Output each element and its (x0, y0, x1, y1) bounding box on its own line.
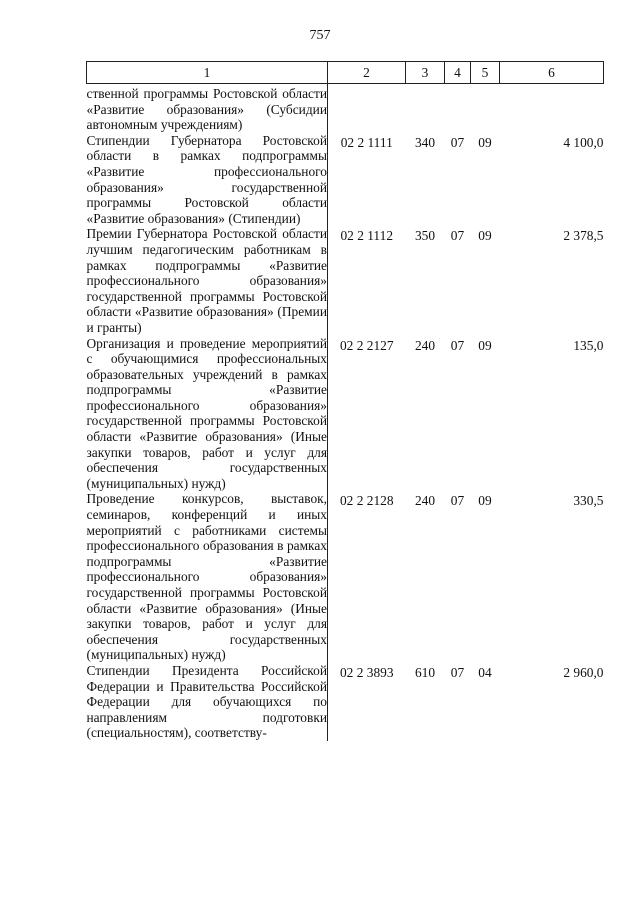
row-type (406, 84, 445, 133)
row-code: 02 2 1111 (340, 134, 393, 150)
page-number: 757 (309, 28, 331, 43)
row-code: 02 2 2127 (339, 337, 394, 353)
row-description: Премии Губернатора Ростовской области лучшим педагогическим работникам в рамках подпрограммы «Развитие профессионального образования» государственной программы Ростовской области «Развитие образования» (Премии и гранты) (86, 226, 327, 335)
row-section: 07 (450, 228, 465, 244)
row-description: Проведение конкурсов, выставок, семинаров, конференций и иных мероприятий с работниками системы профессионального образования в рамках подпрограммы «Развитие профессионального образования» государственной программы Ростовской области «Развитие образования» (Иные закупки товаров, работ и услуг для обеспечения государственных (муниципальных) нужд) (86, 491, 327, 663)
row-type: 610 (414, 664, 436, 680)
row-subsection: 09 (478, 493, 492, 509)
row-type: 350 (414, 228, 436, 244)
row-type: 240 (414, 493, 436, 509)
row-type: 340 (414, 134, 436, 150)
budget-table (86, 61, 604, 741)
row-amount (500, 84, 604, 133)
row-description: Организация и проведение мероприятий с обучающимися профессиональных образовательных учреждений в рамках подпрограммы «Развитие профессионального образования» государственной программы Ростовской области «Развитие образования» (Иные закупки товаров, работ и услуг для обеспечения государственных (муниципальных) нужд) (86, 335, 327, 491)
row-amount: 2 378,5 (563, 228, 604, 244)
table-row (87, 84, 604, 133)
header-row (87, 62, 604, 84)
row-subsection: 09 (478, 337, 492, 353)
header-col-2: 2 (328, 62, 406, 84)
row-section: 07 (450, 134, 465, 150)
table-row (87, 491, 604, 663)
table-row (87, 133, 604, 227)
table-row (87, 226, 604, 335)
row-section (445, 84, 471, 133)
row-subsection: 09 (478, 228, 492, 244)
row-code: 02 2 1112 (340, 228, 394, 244)
header-col-6: 6 (500, 62, 604, 84)
header-col-4: 4 (445, 62, 471, 84)
row-description: ственной программы Ростовской области «Развитие образования» (Субсидии автономным учреждениям) (87, 84, 328, 133)
header-col-1: 1 (87, 62, 328, 84)
row-amount: 135,0 (573, 337, 604, 353)
row-section: 07 (450, 493, 465, 509)
row-amount: 2 960,0 (563, 664, 604, 680)
row-subsection: 09 (478, 134, 492, 150)
row-amount: 330,5 (573, 493, 604, 509)
row-code (328, 84, 406, 133)
row-code: 02 2 3893 (339, 664, 394, 680)
row-code: 02 2 2128 (339, 493, 394, 509)
header-col-5: 5 (471, 62, 500, 84)
row-description: Стипендии Президента Российской Федерации и Правительства Российской Федерации для обучающихся по направлениям подготовки (специальностям), соответству- (86, 662, 327, 741)
row-type: 240 (414, 337, 436, 353)
table-row (87, 336, 604, 492)
row-description: Стипендии Губернатора Ростовской области в рамках подпрограммы «Развитие профессионального образования» государственной программы Ростовской области «Развитие образования» (Стипендии) (86, 132, 327, 226)
row-section: 07 (450, 337, 465, 353)
row-section: 07 (450, 664, 465, 680)
row-subsection: 04 (478, 664, 492, 680)
row-subsection (471, 84, 500, 133)
header-col-3: 3 (406, 62, 445, 84)
table-row (87, 663, 604, 741)
row-amount: 4 100,0 (563, 134, 604, 150)
